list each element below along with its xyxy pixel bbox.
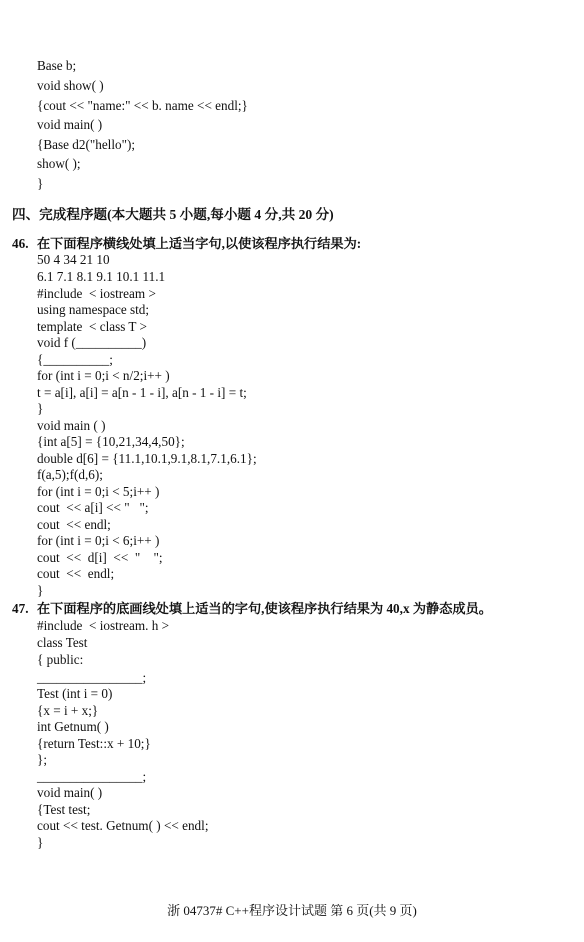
- question-text: 在下面程序的底画线处填上适当的字句,使该程序执行结果为 40,x 为静态成员。: [37, 601, 492, 616]
- code-line: for (int i = 0;i < 5;i++ ): [37, 484, 160, 499]
- code-line: template < class T >: [37, 319, 147, 334]
- code-line: void f (__________): [37, 335, 147, 350]
- code-line: {Base d2("hello");: [37, 137, 136, 152]
- code-line: class Test: [37, 635, 88, 650]
- code-line: {cout << "name:" << b. name << endl;}: [37, 98, 248, 113]
- code-line: #include < iostream >: [37, 286, 156, 301]
- code-line: Test (int i = 0): [37, 686, 113, 701]
- code-line: void main( ): [37, 785, 103, 800]
- code-line: { public:: [37, 652, 84, 667]
- code-line: using namespace std;: [37, 302, 150, 317]
- code-line: ________________;: [37, 670, 147, 685]
- code-line: f(a,5);f(d,6);: [37, 467, 103, 482]
- code-line: {return Test::x + 10;}: [37, 736, 151, 751]
- page-footer: 浙 04737# C++程序设计试题 第 6 页(共 9 页): [167, 903, 417, 918]
- code-line: void main( ): [37, 117, 103, 132]
- code-line: show( );: [37, 156, 81, 171]
- code-line: void main ( ): [37, 418, 106, 433]
- code-line: cout << endl;: [37, 517, 111, 532]
- code-line: 50 4 34 21 10: [37, 252, 110, 267]
- code-line: Base b;: [37, 58, 77, 73]
- question-number: 46.: [12, 236, 29, 251]
- code-line: }: [37, 176, 44, 191]
- code-line: };: [37, 752, 47, 767]
- code-line: }: [37, 401, 44, 416]
- code-line: {int a[5] = {10,21,34,4,50};: [37, 434, 185, 449]
- code-line: t = a[i], a[i] = a[n - 1 - i], a[n - 1 - i] = t;: [37, 385, 247, 400]
- code-line: cout << test. Getnum( ) << endl;: [37, 818, 209, 833]
- code-line: #include < iostream. h >: [37, 618, 170, 633]
- code-line: int Getnum( ): [37, 719, 109, 734]
- section-title: 四、完成程序题(本大题共 5 小题,每小题 4 分,共 20 分): [12, 207, 334, 222]
- code-line: ________________;: [37, 769, 147, 784]
- code-line: cout << d[i] << " ";: [37, 550, 163, 565]
- code-line: cout << a[i] << " ";: [37, 500, 149, 515]
- code-line: cout << endl;: [37, 566, 115, 581]
- code-line: double d[6] = {11.1,10.1,9.1,8.1,7.1,6.1};: [37, 451, 257, 466]
- code-line: }: [37, 583, 44, 598]
- question-text: 在下面程序横线处填上适当字句,以使该程序执行结果为:: [37, 236, 362, 251]
- code-line: for (int i = 0;i < 6;i++ ): [37, 533, 160, 548]
- code-line: {Test test;: [37, 802, 91, 817]
- code-line: for (int i = 0;i < n/2;i++ ): [37, 368, 170, 383]
- question-number: 47.: [12, 601, 29, 616]
- code-line: 6.1 7.1 8.1 9.1 10.1 11.1: [37, 269, 166, 284]
- code-line: {x = i + x;}: [37, 703, 99, 718]
- code-line: void show( ): [37, 78, 104, 93]
- code-line: {__________;: [37, 352, 113, 367]
- code-line: }: [37, 835, 44, 850]
